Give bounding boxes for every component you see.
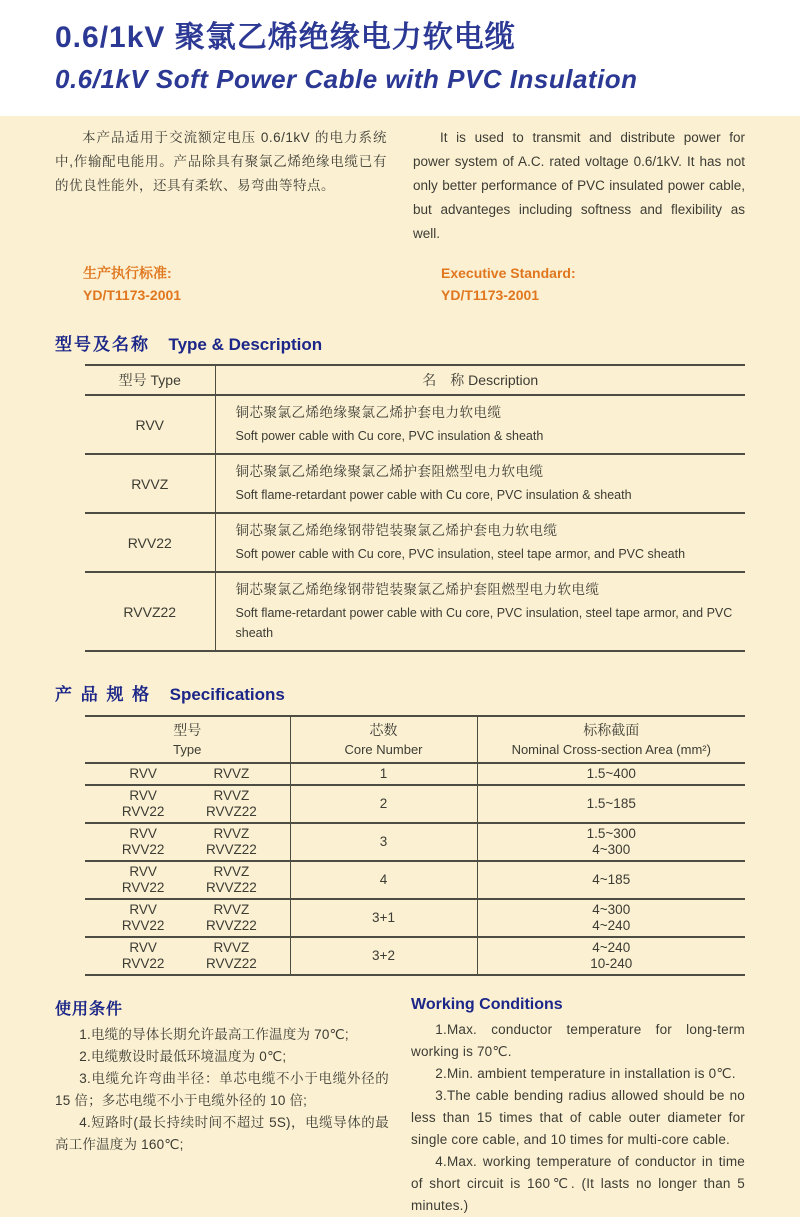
cable-desc-en: Soft flame-retardant power cable with Cu core, PVC insulation & sheath — [235, 488, 632, 502]
spec-type: RVVZ — [213, 826, 250, 841]
table-row — [85, 454, 745, 513]
conditions-list-en — [411, 1019, 745, 1217]
cable-desc-cn: 铜芯聚氯乙烯绝缘钢带铠装聚氯乙烯护套电力软电缆 — [235, 523, 558, 538]
page-title-cn: 0.6/1kV 聚氯乙烯绝缘电力软电缆 — [55, 21, 516, 54]
spec-type: RVVZ — [213, 788, 250, 803]
cable-type-code: RVVZ — [85, 454, 215, 513]
spec-heading-en: Specifications — [169, 685, 285, 704]
cable-desc-en: Soft flame-retardant power cable with Cu core, PVC insulation, steel tape armor, and PVC sheath — [235, 606, 733, 640]
intro-paragraph-en: It is used to transmit and distribute power for power system of A.C. rated voltage 0.6/1kV. It has not only better performance of PVC insulated power cable, but advanteges including softness and flexibility as well. — [413, 130, 745, 241]
spec-type: RVV — [129, 788, 157, 803]
conditions-list-cn — [55, 1024, 389, 1156]
spec-type: RVV — [129, 940, 157, 955]
standard-value-cn: YD/T1173-2001 — [83, 287, 182, 303]
spec-area-cell — [477, 763, 745, 785]
cable-description-cell — [215, 572, 745, 651]
cable-description-cell — [215, 513, 745, 572]
conditions-section — [55, 996, 745, 1217]
type-table-header-row — [85, 365, 745, 395]
type-table-col-type: 型号 Type — [85, 365, 215, 395]
spec-type: RVV — [129, 864, 157, 879]
conditions-heading-en: Working Conditions — [411, 996, 563, 1013]
spec-area-cell — [477, 823, 745, 861]
condition-item: 3.The cable bending radius allowed should be no less than 15 times that of cable outer diameter for single core cable, and 10 times for multi-core cable. — [411, 1088, 745, 1147]
spec-area-value: 10-240 — [590, 956, 633, 971]
spec-type: RVV22 — [121, 842, 165, 857]
table-row — [85, 513, 745, 572]
table-row — [85, 899, 745, 937]
standard-block-en — [413, 262, 745, 306]
type-section-heading — [55, 330, 745, 355]
cable-desc-cn: 铜芯聚氯乙烯绝缘聚氯乙烯护套阻燃型电力软电缆 — [235, 464, 544, 479]
spec-type: RVV22 — [121, 880, 165, 895]
conditions-cn — [55, 996, 389, 1217]
spec-col-area-en: Nominal Cross-section Area (mm²) — [511, 742, 711, 757]
spec-core-number: 2 — [290, 785, 477, 823]
spec-type: RVV22 — [121, 956, 165, 971]
spec-col-core — [290, 716, 477, 763]
spec-area-cell — [477, 937, 745, 975]
spec-type: RVV — [129, 902, 157, 917]
condition-item: 2.电缆敷设时最低环境温度为 0℃; — [79, 1049, 287, 1064]
cable-type-code: RVV22 — [85, 513, 215, 572]
spec-type: RVVZ22 — [205, 918, 257, 933]
spec-types-cell — [85, 937, 290, 975]
condition-item: 4.短路时(最长持续时间不超过 5S)，电缆导体的最高工作温度为 160℃; — [55, 1115, 389, 1152]
table-row — [85, 763, 745, 785]
spec-col-type-en: Type — [173, 742, 202, 757]
table-row — [85, 823, 745, 861]
table-row — [85, 572, 745, 651]
cable-desc-en: Soft power cable with Cu core, PVC insulation & sheath — [235, 429, 544, 443]
table-row — [85, 395, 745, 454]
page-header — [0, 0, 800, 116]
specifications-table — [85, 715, 745, 976]
condition-item: 1.电缆的导体长期允许最高工作温度为 70℃; — [79, 1027, 349, 1042]
cable-description-cell — [215, 454, 745, 513]
spec-area-value: 4~185 — [592, 872, 631, 887]
spec-types-cell — [85, 823, 290, 861]
spec-types-cell — [85, 861, 290, 899]
table-row — [85, 785, 745, 823]
spec-section-heading — [55, 680, 745, 705]
spec-type: RVV22 — [121, 804, 165, 819]
spec-col-area — [477, 716, 745, 763]
spec-type: RVVZ — [213, 940, 250, 955]
spec-types-cell — [85, 899, 290, 937]
spec-area-cell — [477, 785, 745, 823]
spec-core-number: 3 — [290, 823, 477, 861]
spec-table-header-row — [85, 716, 745, 763]
spec-area-value: 1.5~400 — [586, 766, 636, 781]
type-description-table — [85, 364, 745, 652]
spec-types-cell — [85, 785, 290, 823]
table-row — [85, 861, 745, 899]
spec-type: RVVZ22 — [205, 880, 257, 895]
standard-label-cn: 生产执行标准: — [83, 265, 172, 281]
spec-core-number: 4 — [290, 861, 477, 899]
spec-area-value: 4~300 — [592, 842, 631, 857]
cable-description-cell — [215, 395, 745, 454]
spec-type: RVVZ — [213, 766, 250, 781]
spec-type: RVV — [129, 766, 157, 781]
spec-core-number: 3+1 — [290, 899, 477, 937]
spec-types-cell — [85, 763, 290, 785]
spec-area-cell — [477, 861, 745, 899]
standard-block-cn — [55, 262, 387, 306]
spec-core-number: 1 — [290, 763, 477, 785]
spec-area-value: 1.5~185 — [586, 796, 636, 811]
cable-desc-en: Soft power cable with Cu core, PVC insulation, steel tape armor, and PVC sheath — [235, 547, 686, 561]
condition-item: 4.Max. working temperature of conductor in time of short circuit is 160℃. (It lasts no longer than 5 minutes.) — [411, 1154, 745, 1213]
spec-type: RVVZ22 — [205, 842, 257, 857]
cable-desc-cn: 铜芯聚氯乙烯绝缘聚氯乙烯护套电力软电缆 — [235, 405, 502, 420]
spec-col-core-en: Core Number — [344, 742, 423, 757]
standards-section — [55, 262, 745, 306]
spec-type: RVVZ — [213, 864, 250, 879]
cable-type-code: RVVZ22 — [85, 572, 215, 651]
spec-col-area-cn: 标称截面 — [583, 722, 640, 738]
spec-type: RVV22 — [121, 918, 165, 933]
type-table-col-desc: 名 称 Description — [422, 372, 539, 388]
intro-section — [55, 126, 745, 246]
condition-item: 2.Min. ambient temperature in installation is 0℃. — [435, 1066, 736, 1081]
spec-col-type — [85, 716, 290, 763]
spec-area-value: 4~240 — [592, 918, 631, 933]
type-heading-cn: 型号及名称 — [55, 335, 150, 354]
standard-value-en: YD/T1173-2001 — [441, 287, 540, 303]
condition-item: 1.Max. conductor temperature for long-term working is 70℃. — [411, 1022, 745, 1059]
spec-area-value: 4~240 — [592, 940, 631, 955]
page-body — [0, 126, 800, 1217]
spec-area-cell — [477, 899, 745, 937]
spec-col-type-cn: 型号 — [173, 722, 202, 738]
spec-area-value: 1.5~300 — [586, 826, 636, 841]
spec-area-value: 4~300 — [592, 902, 631, 917]
spec-type: RVV — [129, 826, 157, 841]
page-title-en: 0.6/1kV Soft Power Cable with PVC Insulation — [55, 64, 638, 94]
spec-heading-cn: 产 品 规 格 — [55, 685, 152, 704]
spec-col-core-cn: 芯数 — [369, 722, 398, 738]
table-row — [85, 937, 745, 975]
spec-type: RVVZ22 — [205, 956, 257, 971]
standard-label-en: Executive Standard: — [441, 265, 576, 281]
type-heading-en: Type & Description — [168, 335, 323, 354]
spec-type: RVVZ22 — [205, 804, 257, 819]
conditions-heading-cn: 使用条件 — [55, 1001, 124, 1018]
cable-desc-cn: 铜芯聚氯乙烯绝缘钢带铠装聚氯乙烯护套阻燃型电力软电缆 — [235, 582, 600, 597]
conditions-en — [411, 996, 745, 1217]
spec-core-number: 3+2 — [290, 937, 477, 975]
spec-type: RVVZ — [213, 902, 250, 917]
cable-type-code: RVV — [85, 395, 215, 454]
condition-item: 3.电缆允许弯曲半径：单芯电缆不小于电缆外径的 15 倍；多芯电缆不小于电缆外径的 10 倍; — [55, 1071, 389, 1108]
intro-paragraph-cn: 本产品适用于交流额定电压 0.6/1kV 的电力系统中,作输配电能用。产品除具有聚氯乙烯绝缘电缆已有的优良性能外，还具有柔软、易弯曲等特点。 — [55, 130, 387, 193]
